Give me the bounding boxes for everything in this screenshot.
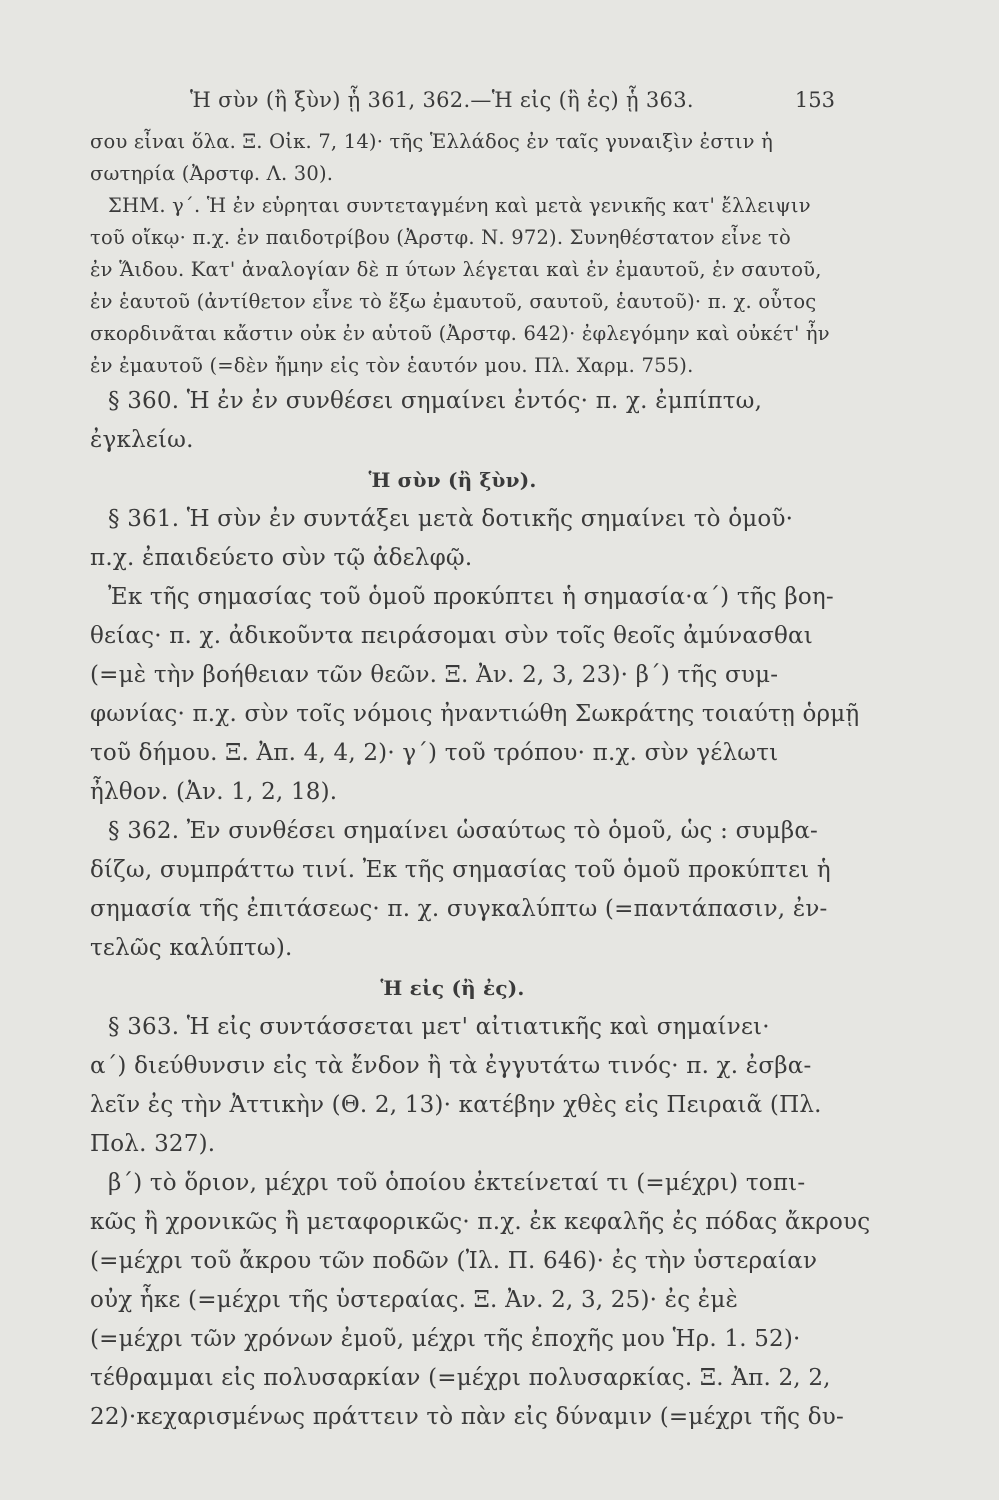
text-line: π.χ. ἐπαιδεύετο σὺν τῷ ἀδελφῷ. bbox=[90, 545, 473, 571]
section-361-start: § 361. Ἡ σὺν ἐν συντάξει μετὰ δοτικῆς σημαίνει τὸ ὁμοῦ· bbox=[108, 506, 794, 532]
section-362-start: § 362. Ἐν συνθέσει σημαίνει ὡσαύτως τὸ ὁμοῦ, ὡς : συμβα- bbox=[108, 818, 819, 844]
text-line: σου εἶναι ὅλα. Ξ. Οἰκ. 7, 14)· τῆς Ἑλλάδος ἐν ταῖς γυναιξὶν ἐστιν ἡ bbox=[90, 130, 774, 153]
section-360-start: § 360. Ἡ ἐν ἐν συνθέσει σημαίνει ἐντός· π. χ. ἐμπίπτω, bbox=[108, 388, 763, 414]
text-line: (=μὲ τὴν βοήθειαν τῶν θεῶν. Ξ. Ἀν. 2, 3, 23)· β΄) τῆς συμ- bbox=[90, 662, 779, 688]
text-line: δίζω, συμπράττω τινί. Ἐκ τῆς σημασίας τοῦ ὁμοῦ προκύπτει ἡ bbox=[90, 857, 831, 883]
text-line: τέθραμμαι εἰς πολυσαρκίαν (=μέχρι πολυσαρκίας. Ξ. Ἀπ. 2, 2, bbox=[90, 1365, 831, 1391]
text-line: τοῦ οἴκῳ· π.χ. ἐν παιδοτρίβου (Ἀρστφ. Ν. 972). Συνηθέστατον εἶνε τὸ bbox=[90, 226, 791, 249]
text-line: (=μέχρι τῶν χρόνων ἐμοῦ, μέχρι τῆς ἐποχῆς μου Ἡρ. 1. 52)· bbox=[90, 1326, 801, 1352]
page-number: 153 bbox=[794, 88, 835, 112]
text-line: σημασία τῆς ἐπιτάσεως· π. χ. συγκαλύπτω (=παντάπασιν, ἐν- bbox=[90, 896, 828, 922]
text-line: κῶς ἢ χρονικῶς ἢ μεταφορικῶς· π.χ. ἐκ κεφαλῆς ἐς πόδας ἄκρους bbox=[90, 1209, 871, 1235]
text-line: ἐν Ἅιδου. Κατ' ἀναλογίαν δὲ π ύτων λέγεται καὶ ἐν ἐμαυτοῦ, ἐν σαυτοῦ, bbox=[90, 258, 822, 281]
text-line: ἐγκλείω. bbox=[90, 427, 194, 453]
section-363-start: § 363. Ἡ εἰς συντάσσεται μετ' αἰτιατικῆς καὶ σημαίνει· bbox=[108, 1014, 770, 1040]
text-line: ἦλθον. (Ἀν. 1, 2, 18). bbox=[90, 779, 338, 805]
text-line: Ἐκ τῆς σημασίας τοῦ ὁμοῦ προκύπτει ἡ σημασία·α΄) τῆς βοη- bbox=[108, 584, 834, 610]
section-heading-eis: Ἡ εἰς (ἢ ἐς). bbox=[380, 976, 525, 1000]
text-line: α΄) διεύθυνσιν εἰς τὰ ἔνδον ἢ τὰ ἐγγυτάτω τινός· π. χ. ἐσβα- bbox=[90, 1053, 812, 1079]
text-line: σωτηρία (Ἀρστφ. Λ. 30). bbox=[90, 162, 334, 185]
text-line: Πολ. 327). bbox=[90, 1131, 216, 1157]
section-heading-syn: Ἡ σὺν (ἢ ξὺν). bbox=[368, 468, 537, 492]
text-line: οὐχ ἧκε (=μέχρι τῆς ὑστεραίας. Ξ. Ἀν. 2, 3, 25)· ἐς ἐμὲ bbox=[90, 1287, 739, 1313]
text-line: θείας· π. χ. ἀδικοῦντα πειράσομαι σὺν τοῖς θεοῖς ἀμύνασθαι bbox=[90, 623, 813, 649]
text-line: (=μέχρι τοῦ ἄκρου τῶν ποδῶν (Ἰλ. Π. 646)· ἐς τὴν ὑστεραίαν bbox=[90, 1248, 818, 1274]
text-line: ΣΗΜ. γ΄. Ἡ ἐν εὑρηται συντεταγμένη καὶ μετὰ γενικῆς κατ' ἔλλειψιν bbox=[108, 194, 811, 217]
text-line: ἐν ἑαυτοῦ (ἀντίθετον εἶνε τὸ ἔξω ἐμαυτοῦ, σαυτοῦ, ἑαυτοῦ)· π. χ. οὗτος bbox=[90, 290, 817, 313]
running-header: Ἡ σὺν (ἢ ξὺν) ᾗ 361, 362.—Ἡ εἰς (ἢ ἐς) ᾗ 363. bbox=[190, 88, 694, 112]
text-line: τοῦ δήμου. Ξ. Ἀπ. 4, 4, 2)· γ΄) τοῦ τρόπου· π.χ. σὺν γέλωτι bbox=[90, 740, 779, 766]
text-line: 22)·κεχαρισμένως πράττειν τὸ πὰν εἰς δύναμιν (=μέχρι τῆς δυ- bbox=[90, 1404, 844, 1430]
text-line: τελῶς καλύπτω). bbox=[90, 935, 293, 961]
text-line: σκορδινᾶται κἄστιν οὐκ ἐν αὑτοῦ (Ἀρστφ. 642)· ἐφλεγόμην καὶ οὐκέτ' ἦν bbox=[90, 322, 830, 345]
page-body bbox=[90, 126, 871, 1437]
text-line: β΄) τὸ ὅριον, μέχρι τοῦ ὁποίου ἐκτείνεταί τι (=μέχρι) τοπι- bbox=[108, 1170, 806, 1196]
text-line: λεῖν ἐς τὴν Ἀττικὴν (Θ. 2, 13)· κατέβην χθὲς εἰς Πειραιᾶ (Πλ. bbox=[90, 1092, 822, 1118]
text-line: ἐν ἐμαυτοῦ (=δὲν ἤμην εἰς τὸν ἑαυτόν μου. Πλ. Χαρμ. 755). bbox=[90, 354, 694, 377]
text-line: φωνίας· π.χ. σὺν τοῖς νόμοις ἠναντιώθη Σωκράτης τοιαύτῃ ὁρμῇ bbox=[90, 701, 860, 727]
